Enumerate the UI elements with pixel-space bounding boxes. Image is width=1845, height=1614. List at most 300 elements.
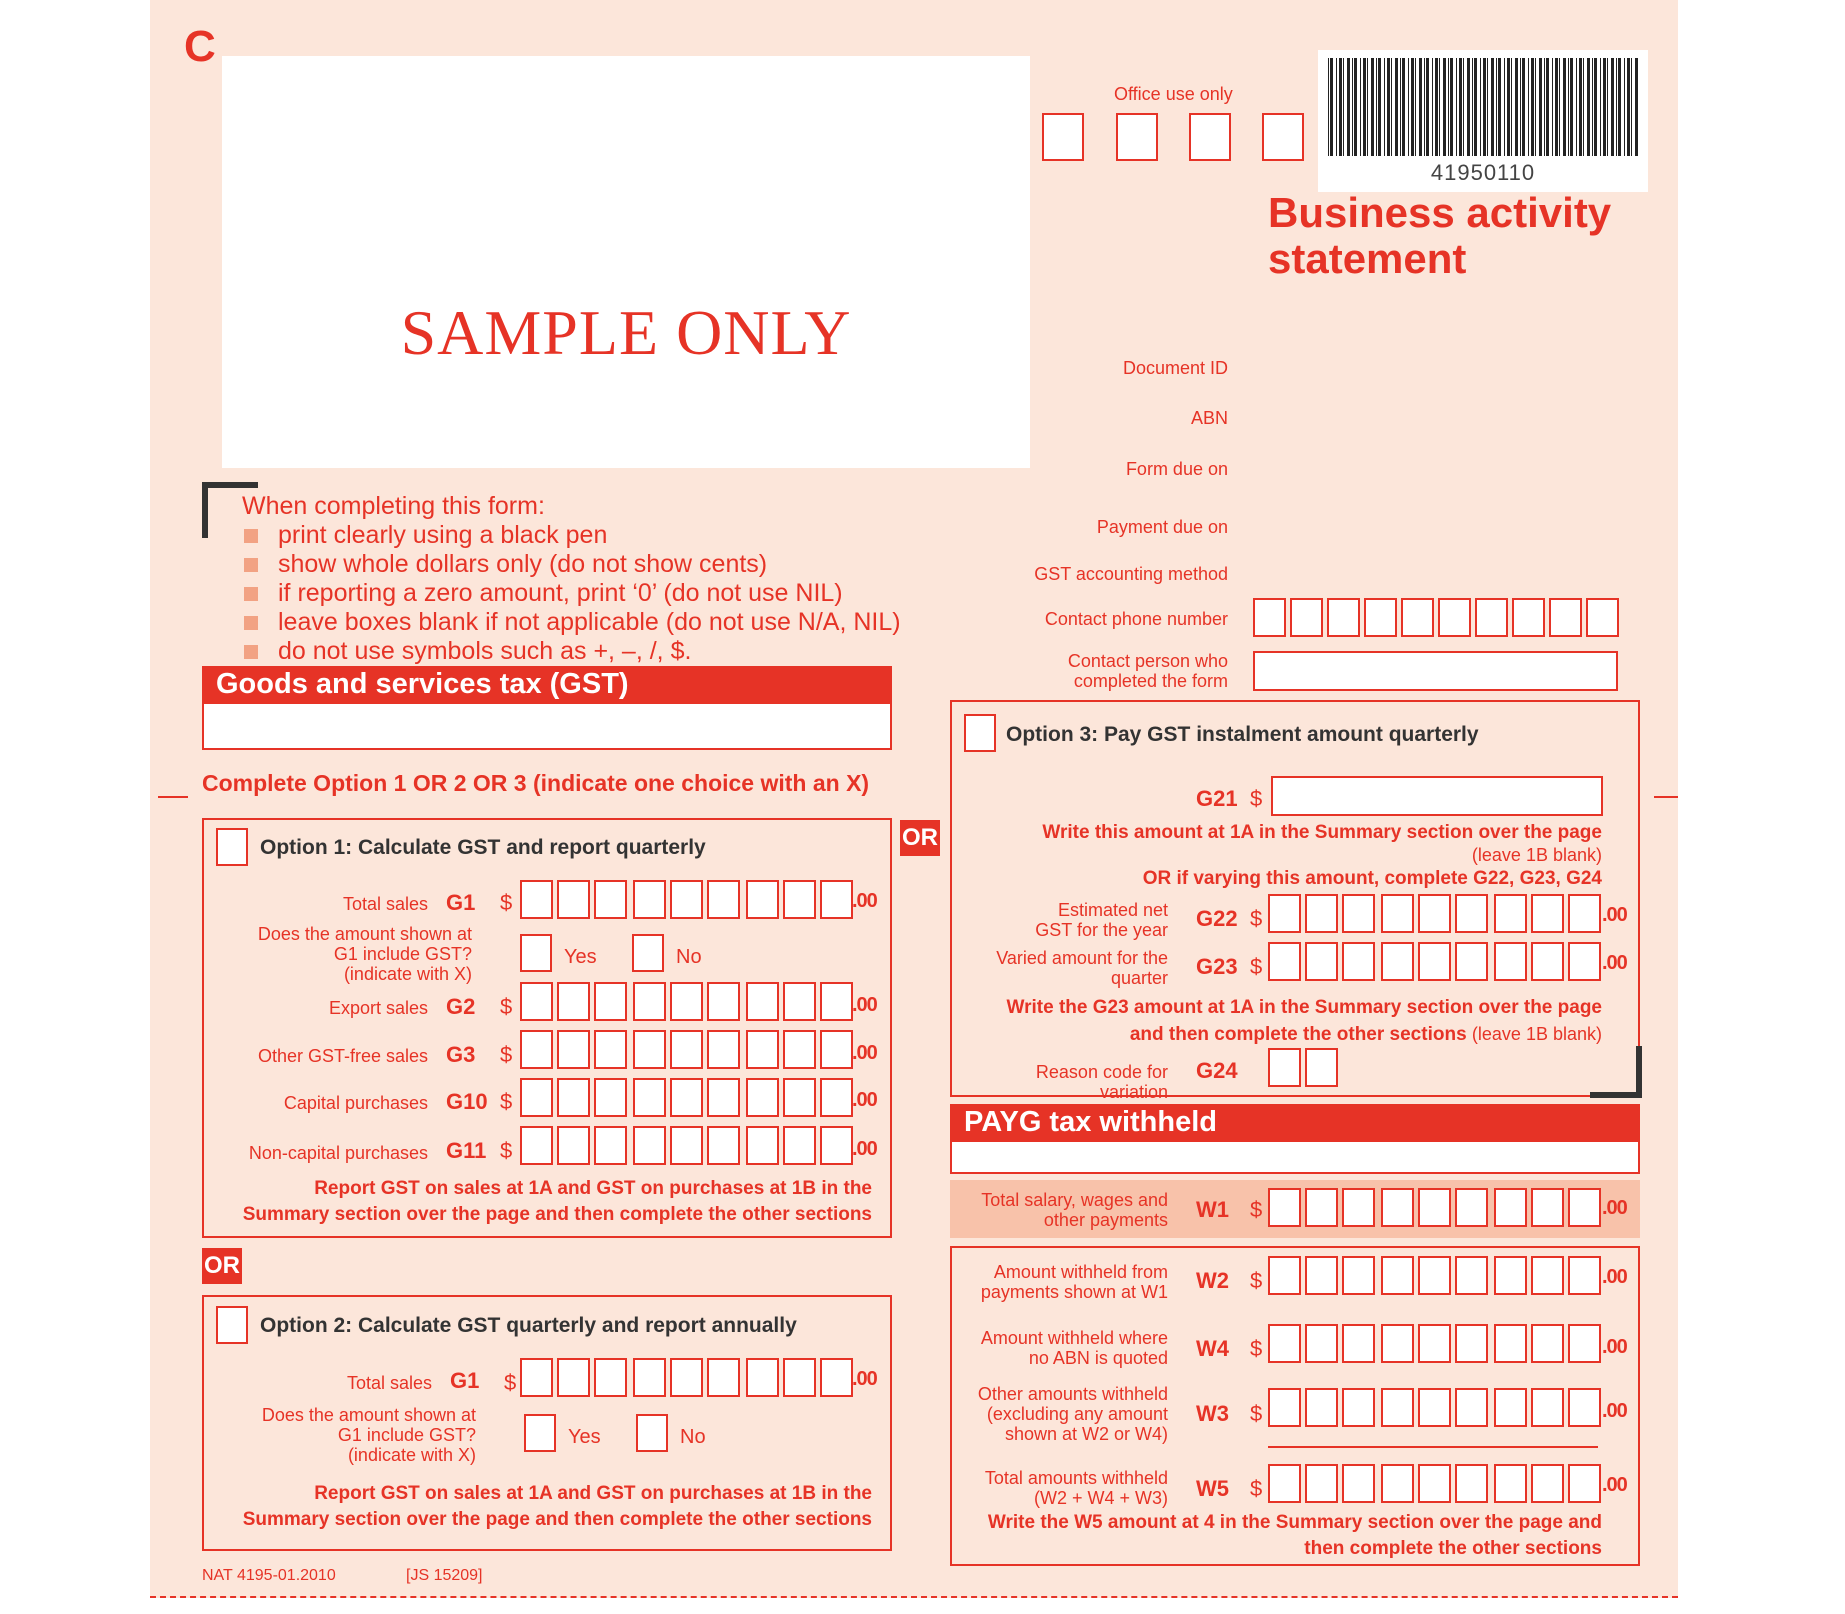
amount-digit[interactable] [670,982,703,1021]
amount-digit[interactable] [520,1078,553,1117]
office-use-box-2 [1116,113,1158,161]
barcode-bar [1616,58,1617,156]
payg-section-header: PAYG tax withheld [950,1104,1640,1142]
question-line-1: Does the amount shown at [261,1405,476,1425]
instruction-item: if reporting a zero amount, print ‘0’ (do not use NIL) [242,579,901,608]
question-line-1: Does the amount shown at [257,924,472,944]
amount-digit[interactable] [1342,942,1375,981]
w1-amount-cells[interactable] [1268,1188,1605,1227]
amount-digit[interactable] [557,1030,590,1069]
option-2-includes-gst-question [210,1405,476,1465]
amount-digit[interactable] [520,1126,553,1165]
g22-label [970,900,1168,940]
amount-digit[interactable] [594,1358,627,1397]
amount-digit[interactable] [1342,894,1375,933]
amount-digit[interactable] [670,1126,703,1165]
barcode-bar [1330,58,1333,156]
g2-label: Export sales [328,998,428,1018]
w2-label-line-1: Amount withheld from [993,1262,1168,1282]
g1-no-label: No [676,946,702,968]
barcode-bar [1552,58,1553,156]
w5-amount-cells[interactable] [1268,1464,1605,1503]
phone-digit[interactable] [1512,598,1545,637]
amount-digit[interactable] [633,1358,666,1397]
amount-digit[interactable] [746,1078,779,1117]
amount-digit[interactable] [633,1126,666,1165]
g2-cents: .00 [852,994,877,1016]
barcode-bar [1511,58,1512,156]
amount-digit[interactable] [820,982,853,1021]
phone-digit[interactable] [1549,598,1582,637]
barcode-bar [1391,58,1392,156]
barcode-bar [1371,58,1374,156]
amount-digit[interactable] [1531,1188,1564,1227]
barcode-bar [1504,58,1505,156]
barcode-bar [1528,58,1529,156]
amount-digit[interactable] [670,1078,703,1117]
g21-amount-field[interactable] [1271,776,1603,816]
phone-digit[interactable] [1253,598,1286,637]
barcode-bar [1544,58,1545,156]
w2-label-line-2: payments shown at W1 [980,1282,1168,1302]
option-2-no-label: No [680,1426,706,1448]
barcode-bar [1522,58,1525,156]
barcode-bar [1618,58,1621,156]
amount-digit[interactable] [707,1030,740,1069]
phone-digit[interactable] [1586,598,1619,637]
amount-digit[interactable] [783,1078,816,1117]
g23-note-leave-blank: (leave 1B blank) [1471,1024,1602,1044]
amount-digit[interactable] [783,880,816,919]
g11-label: Non-capital purchases [248,1143,428,1163]
amount-digit[interactable] [594,982,627,1021]
amount-digit[interactable] [1381,1324,1414,1363]
g23-amount-cells[interactable] [1268,942,1605,981]
w4-dollar: $ [1250,1336,1263,1361]
barcode-bar [1576,58,1577,156]
complete-option-instruction: Complete Option 1 OR 2 OR 3 (indicate one choice with an X) [202,770,870,796]
amount-digit[interactable] [1381,942,1414,981]
option-2-g1-code: G1 [450,1368,480,1393]
barcode-bar [1535,58,1536,156]
barcode-bar [1339,58,1342,156]
g3-amount-cells[interactable] [520,1030,857,1069]
title-line-1: Business activity [1268,189,1612,236]
amount-digit[interactable] [1268,894,1301,933]
barcode-bar [1400,58,1401,156]
amount-digit[interactable] [557,880,590,919]
g1-cents: .00 [852,890,877,912]
barcode-bar [1559,58,1560,156]
amount-digit[interactable] [1381,1256,1414,1295]
barcode-bar [1600,58,1601,156]
amount-digit[interactable] [707,1078,740,1117]
amount-digit[interactable] [594,1030,627,1069]
g22-label-line-1: Estimated net [1057,900,1168,920]
amount-digit[interactable] [633,880,666,919]
w5-note-line-1: Write the W5 amount at 4 in the Summary section over the page and [987,1512,1602,1533]
amount-digit[interactable] [1418,1324,1451,1363]
amount-digit[interactable] [1531,1388,1564,1427]
barcode-bar [1507,58,1510,156]
option-1-checkbox[interactable] [216,828,248,866]
barcode-bar [1531,58,1534,156]
reason-digit[interactable] [1305,1048,1338,1087]
barcode-bar [1456,58,1457,156]
phone-digit[interactable] [1475,598,1508,637]
barcode-bar [1424,58,1425,156]
amount-digit[interactable] [707,880,740,919]
g21-dollar: $ [1250,786,1263,811]
amount-digit[interactable] [1494,1388,1527,1427]
barcode-bar [1426,58,1429,156]
barcode-bar [1419,58,1422,156]
g23-dollar: $ [1250,954,1263,979]
amount-digit[interactable] [707,982,740,1021]
question-line-2: G1 include GST? [333,944,472,964]
amount-digit[interactable] [820,1358,853,1397]
option-2-g1-label: Total sales [346,1373,432,1393]
w2-cents: .00 [1602,1266,1627,1288]
fold-mark-right [1654,796,1678,798]
amount-digit[interactable] [1455,1188,1488,1227]
w3-code: W3 [1196,1401,1229,1426]
barcode-bar [1395,58,1398,156]
contact-person-line-2: completed the form [1073,671,1228,691]
barcode-bar [1463,58,1464,156]
option-2-title: Option 2: Calculate GST quarterly and report annually [260,1314,797,1337]
amount-digit[interactable] [820,880,853,919]
payment-due-label: Payment due on [1096,517,1228,537]
amount-digit[interactable] [594,1126,627,1165]
amount-digit[interactable] [1494,1256,1527,1295]
amount-digit[interactable] [1342,1464,1375,1503]
amount-digit[interactable] [633,1030,666,1069]
barcode-bar [1491,58,1494,156]
amount-digit[interactable] [1455,1464,1488,1503]
gst-header-field [202,702,892,750]
barcode-bar [1347,58,1350,156]
amount-digit[interactable] [1455,1388,1488,1427]
barcode-bar [1343,58,1344,156]
amount-digit[interactable] [1268,1324,1301,1363]
amount-digit[interactable] [1305,1464,1338,1503]
w2-amount-cells[interactable] [1268,1256,1605,1295]
amount-digit[interactable] [1305,1388,1338,1427]
amount-digit[interactable] [746,982,779,1021]
amount-digit[interactable] [1455,1324,1488,1363]
w5-label [970,1468,1168,1508]
amount-digit[interactable] [1531,942,1564,981]
amount-digit[interactable] [746,1126,779,1165]
amount-digit[interactable] [1418,894,1451,933]
amount-digit[interactable] [1531,1324,1564,1363]
amount-digit[interactable] [1568,1256,1601,1295]
amount-digit[interactable] [1494,1188,1527,1227]
g1-includes-gst-question [210,924,472,984]
barcode-bar [1415,58,1416,156]
amount-digit[interactable] [633,1078,666,1117]
option-1-note [202,1176,872,1228]
amount-digit[interactable] [783,1030,816,1069]
g1-no-checkbox[interactable] [632,934,664,972]
w5-cents: .00 [1602,1474,1627,1496]
or-badge-right: OR [900,820,940,856]
nat-code: NAT 4195-01.2010 [202,1567,336,1584]
option-2-note [202,1481,872,1533]
g10-amount-cells[interactable] [520,1078,857,1117]
note-line-1: Report GST on sales at 1A and GST on purchases at 1B in the [314,1178,872,1199]
barcode-bar [1352,58,1353,156]
g22-dollar: $ [1250,906,1263,931]
instruction-item: leave boxes blank if not applicable (do not use N/A, NIL) [242,608,901,637]
amount-digit[interactable] [557,1078,590,1117]
amount-digit[interactable] [1455,942,1488,981]
phone-digit[interactable] [1364,598,1397,637]
amount-digit[interactable] [1381,1388,1414,1427]
w3-label-line-2: (excluding any amount [986,1404,1168,1424]
amount-digit[interactable] [633,982,666,1021]
w2-dollar: $ [1250,1268,1263,1293]
g23-label [970,948,1168,988]
amount-digit[interactable] [1305,1256,1338,1295]
option-2-no-checkbox[interactable] [636,1414,668,1452]
barcode-bar [1487,58,1488,156]
barcode-bar [1555,58,1558,156]
amount-digit[interactable] [1568,1324,1601,1363]
question-line-3: (indicate with X) [347,1445,476,1465]
option-2-yes-checkbox[interactable] [524,1414,556,1452]
barcode-bar [1603,58,1606,156]
amount-digit[interactable] [520,880,553,919]
g1-amount-cells[interactable] [520,880,857,919]
amount-digit[interactable] [670,880,703,919]
w4-code: W4 [1196,1336,1229,1361]
amount-digit[interactable] [1305,894,1338,933]
amount-digit[interactable] [1531,1256,1564,1295]
g1-yes-checkbox[interactable] [520,934,552,972]
amount-digit[interactable] [520,1030,553,1069]
barcode-number: 41950110 [1430,160,1536,185]
g2-code: G2 [446,994,476,1019]
payg-header-field [950,1140,1640,1174]
instruction-item: print clearly using a black pen [242,521,901,550]
g11-amount-cells[interactable] [520,1126,857,1165]
w3-label-line-1: Other amounts withheld [977,1384,1168,1404]
w4-amount-cells[interactable] [1268,1324,1605,1363]
note-line-1: Report GST on sales at 1A and GST on purchases at 1B in the [314,1483,872,1504]
amount-digit[interactable] [1305,942,1338,981]
g23-label-line-2: quarter [1110,968,1168,988]
amount-digit[interactable] [1455,1256,1488,1295]
amount-digit[interactable] [1568,1388,1601,1427]
g1-code: G1 [446,890,476,915]
amount-digit[interactable] [783,982,816,1021]
g3-cents: .00 [852,1042,877,1064]
amount-digit[interactable] [1268,1464,1301,1503]
barcode-bar [1432,58,1433,156]
barcode-bar [1387,58,1390,156]
amount-digit[interactable] [820,1126,853,1165]
g22-cents: .00 [1602,904,1627,926]
amount-digit[interactable] [1568,942,1601,981]
amount-digit[interactable] [1494,942,1527,981]
barcode-bar [1583,58,1584,156]
option-3-checkbox[interactable] [964,714,996,752]
contact-person-line-1: Contact person who [1067,651,1228,671]
option-2-checkbox[interactable] [216,1306,248,1344]
question-line-2: G1 include GST? [337,1425,476,1445]
amount-digit[interactable] [557,982,590,1021]
phone-digit[interactable] [1327,598,1360,637]
barcode-bar [1354,58,1357,156]
g22-amount-cells[interactable] [1268,894,1605,933]
form-due-label: Form due on [1125,459,1228,479]
g24-reason-cells[interactable] [1268,1048,1342,1087]
amount-digit[interactable] [1342,1324,1375,1363]
amount-digit[interactable] [1531,1464,1564,1503]
w5-code: W5 [1196,1476,1229,1501]
amount-digit[interactable] [746,1358,779,1397]
barcode-bar [1563,58,1566,156]
barcode-bar [1570,58,1573,156]
barcode-bar [1635,58,1638,156]
barcode-bar [1587,58,1590,156]
barcode-bar [1539,58,1542,156]
option-2-yes-label: Yes [568,1426,601,1448]
barcode-bar [1443,58,1446,156]
amount-digit[interactable] [1568,1464,1601,1503]
amount-digit[interactable] [1418,1464,1451,1503]
amount-digit[interactable] [746,880,779,919]
w3-amount-cells[interactable] [1268,1388,1605,1427]
amount-digit[interactable] [1494,894,1527,933]
barcode-bar [1483,58,1486,156]
amount-digit[interactable] [1531,894,1564,933]
g1-yes-label: Yes [564,946,597,968]
g3-code: G3 [446,1042,476,1067]
w1-label [970,1190,1168,1230]
phone-digit[interactable] [1438,598,1471,637]
amount-digit[interactable] [1494,1324,1527,1363]
g11-cents: .00 [852,1138,877,1160]
amount-digit[interactable] [783,1126,816,1165]
amount-digit[interactable] [820,1078,853,1117]
barcode [1318,50,1648,192]
amount-digit[interactable] [1455,894,1488,933]
amount-digit[interactable] [520,1358,553,1397]
g23-note-line-1: Write the G23 amount at 1A in the Summary section over the page [1006,997,1602,1018]
option-2-g1-cents: .00 [852,1368,877,1390]
g21-leave-blank-note: (leave 1B blank) [1471,845,1602,865]
office-use-box-4 [1262,113,1304,161]
g2-dollar: $ [500,994,513,1019]
option-2-g1-amount-cells[interactable] [520,1358,857,1397]
instruction-item: do not use symbols such as +, –, /, $. [242,637,901,666]
g22-code: G22 [1196,906,1238,931]
amount-digit[interactable] [1381,1464,1414,1503]
option-3-title: Option 3: Pay GST instalment amount quarterly [1006,723,1479,746]
barcode-bar [1402,58,1405,156]
g10-dollar: $ [500,1089,513,1114]
amount-digit[interactable] [707,1126,740,1165]
g23-note-bold: and then complete the other sections [1129,1024,1467,1045]
amount-digit[interactable] [1381,1188,1414,1227]
amount-digit[interactable] [670,1358,703,1397]
amount-digit[interactable] [1268,1256,1301,1295]
g24-code: G24 [1196,1058,1238,1083]
barcode-bar [1474,58,1477,156]
barcode-bar [1496,58,1497,156]
amount-digit[interactable] [1418,1188,1451,1227]
amount-digit[interactable] [594,880,627,919]
amount-digit[interactable] [670,1030,703,1069]
amount-digit[interactable] [557,1358,590,1397]
amount-digit[interactable] [1342,1188,1375,1227]
amount-digit[interactable] [1418,942,1451,981]
amount-digit[interactable] [746,1030,779,1069]
g10-label: Capital purchases [283,1093,428,1113]
amount-digit[interactable] [1568,1188,1601,1227]
barcode-bar [1450,58,1453,156]
amount-digit[interactable] [1268,942,1301,981]
amount-digit[interactable] [1268,1388,1301,1427]
amount-digit[interactable] [1342,1256,1375,1295]
reason-digit[interactable] [1268,1048,1301,1087]
amount-digit[interactable] [1494,1464,1527,1503]
phone-digit[interactable] [1290,598,1323,637]
amount-digit[interactable] [557,1126,590,1165]
amount-digit[interactable] [1418,1256,1451,1295]
amount-digit[interactable] [1418,1388,1451,1427]
amount-digit[interactable] [1305,1188,1338,1227]
note-line-2: Summary section over the page and then complete the other sections [242,1204,872,1225]
amount-digit[interactable] [520,982,553,1021]
barcode-bar [1367,58,1368,156]
contact-person-field[interactable] [1253,651,1618,691]
amount-digit[interactable] [594,1078,627,1117]
amount-digit[interactable] [707,1358,740,1397]
barcode-bar [1611,58,1614,156]
barcode-bar [1360,58,1361,156]
w3-label-line-3: shown at W2 or W4) [1004,1424,1168,1444]
phone-digit[interactable] [1401,598,1434,637]
amount-digit[interactable] [1342,1388,1375,1427]
contact-phone-cells[interactable] [1253,598,1623,637]
amount-digit[interactable] [1305,1324,1338,1363]
form-page [150,0,1678,1598]
w1-code: W1 [1196,1197,1229,1222]
w4-label-line-2: no ABN is quoted [1028,1348,1168,1368]
office-use-label: Office use only [1114,84,1233,104]
g3-dollar: $ [500,1042,513,1067]
g10-code: G10 [446,1089,488,1114]
barcode-bar [1568,58,1569,156]
amount-digit[interactable] [820,1030,853,1069]
barcode-bar [1328,58,1329,156]
amount-digit[interactable] [1381,894,1414,933]
w1-label-line-1: Total salary, wages and [981,1190,1168,1210]
amount-digit[interactable] [1268,1188,1301,1227]
g21-code: G21 [1196,786,1238,811]
g2-amount-cells[interactable] [520,982,857,1021]
amount-digit[interactable] [783,1358,816,1397]
address-window [222,56,1030,468]
barcode-bar [1435,58,1438,156]
g1-dollar: $ [500,890,513,915]
amount-digit[interactable] [1568,894,1601,933]
barcode-bar [1467,58,1470,156]
